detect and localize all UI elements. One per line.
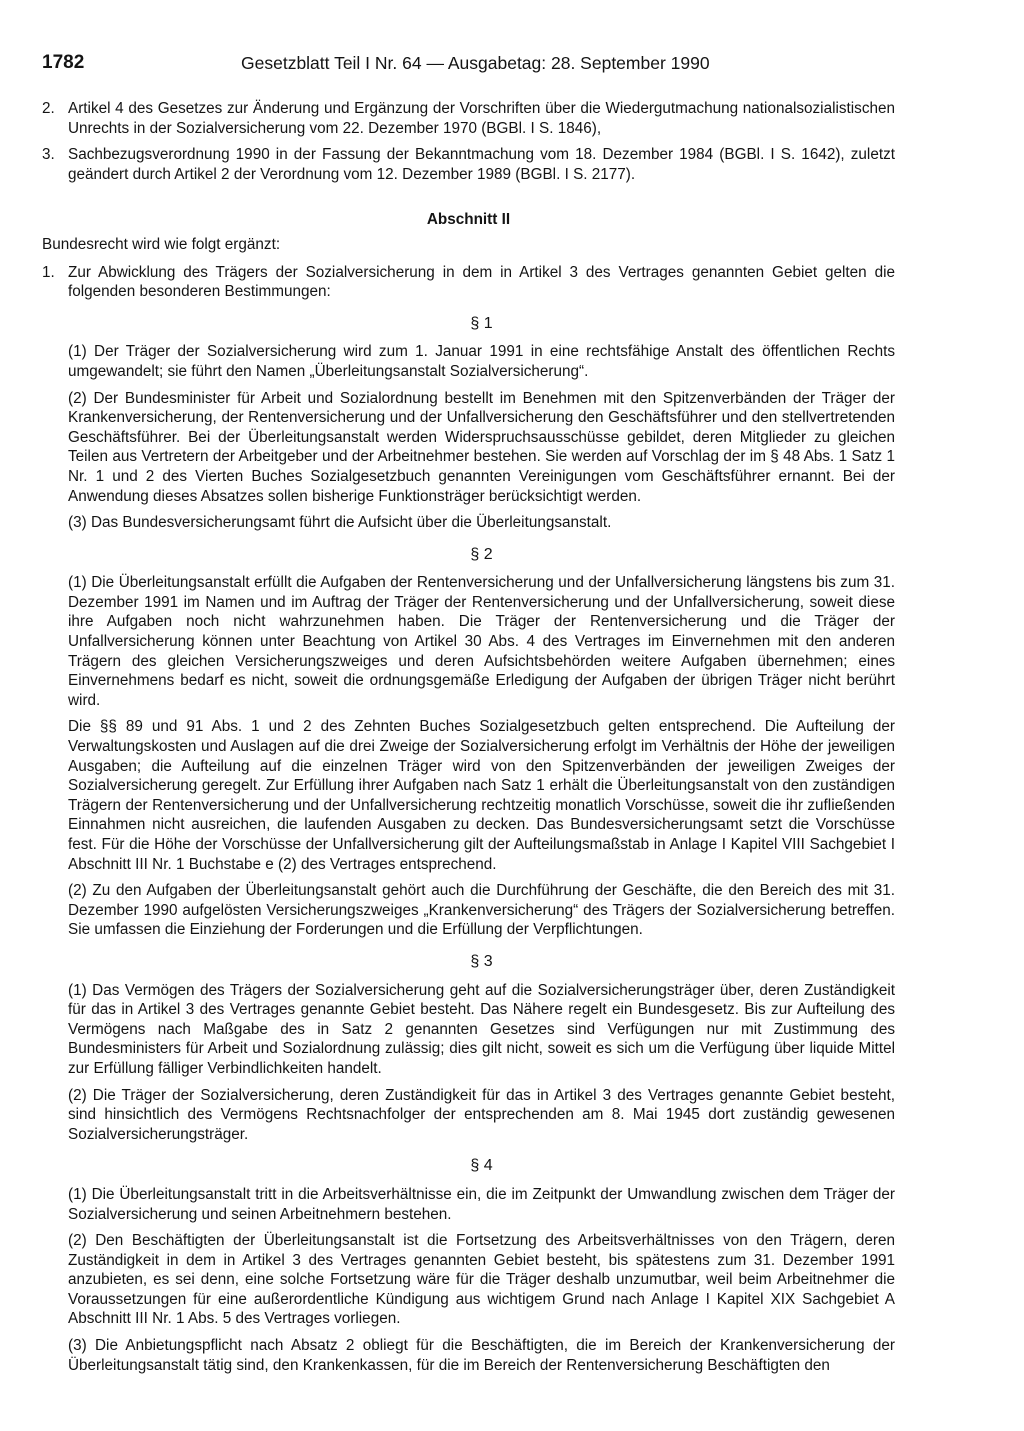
paragraph-text: (3) Das Bundesversicherungsamt führt die Aufsicht über die Überleitungsanstalt. <box>68 514 612 532</box>
page-number: 1782 <box>42 52 85 73</box>
page-body <box>42 99 895 1382</box>
paragraph-sign: § 4 <box>470 1157 493 1175</box>
paragraph-sign: § 1 <box>470 314 493 332</box>
list-number: 2. <box>42 100 55 117</box>
paragraph-sign: § 2 <box>470 545 493 563</box>
list-number: 3. <box>42 146 55 164</box>
section-heading: Abschnitt II <box>426 211 511 229</box>
paragraph-sign: § 3 <box>470 952 493 970</box>
paragraph-text: (2) Zu den Aufgaben der Überleitungsanstalt gehört auch die Durchführung der Geschäfte, die den Bereich des mit 31. Dezember 1990 aufgelösten Versicherungszweiges „Krankenversicherung“ des Trägers der Sozialversicherung betreffen. Sie umfassen die Einziehung der Forderungen und die Erfüllung der Verpflichtungen. <box>68 882 895 939</box>
paragraph-text: (2) Der Bundesminister für Arbeit und Sozialordnung bestellt im Benehmen mit den Spitzenverbänden der Träger der Krankenversicherung, der Rentenversicherung und der Unfallversicherung den Geschäftsführer und den stellvertretenden Geschäftsführer. Bei der Überleitungsanstalt werden Widerspruchsausschüsse gebildet, deren Mitglieder zu gleichen Teilen aus Vertretern der Arbeitgeber und der Arbeitnehmer bestehen. Sie werden auf Vorschlag der im § 48 Abs. 1 Satz 1 Nr. 1 und 2 des Vierten Buches Sozialgesetzbuch genannten Vereinigungen vom Geschäftsführer ernannt. Bei der Anwendung dieses Absatzes sollen bisherige Funktionsträger berücksichtigt werden. <box>68 389 895 505</box>
list-text: Artikel 4 des Gesetzes zur Änderung und Ergänzung der Vorschriften über die Wiedergutmachung nationalsozialistischen Unrechts in der Sozialversicherung vom 22. Dezember 1970 (BGBl. I S. 1846), <box>68 100 895 137</box>
list-item <box>42 263 895 302</box>
paragraph-text: (1) Die Überleitungsanstalt tritt in die Arbeitsverhältnisse ein, die im Zeitpunkt der Umwandlung zwischen dem Träger der Sozialversicherung und seinen Arbeitnehmern bestehen. <box>68 1185 895 1223</box>
paragraph-text: (2) Den Beschäftigten der Überleitungsanstalt ist die Fortsetzung des Arbeitsverhältnisses von den Trägern, deren Zuständigkeit in dem in Artikel 3 des Vertrages genannten Gebiet besteht, bis spätestens zum 31. Dezember 1991 anzubieten, es sei denn, eine solche Fortsetzung wäre für die Träger deshalb unzumutbar, weil beim Arbeitnehmer die Voraussetzungen für eine außerordentliche Kündigung aus wichtigem Grund nach Anlage I Kapitel XIX Sachgebiet A Abschnitt III Nr. 1 Abs. 5 des Vertrages vorliegen. <box>68 1232 895 1328</box>
paragraph-text: (1) Die Überleitungsanstalt erfüllt die Aufgaben der Rentenversicherung und der Unfallversicherung längstens bis zum 31. Dezember 1991 im Namen und im Auftrag der Träger der Rentenversicherung und der Unfallversicherung, soweit diese ihre Aufgaben noch nicht wahrzunehmen haben. Die Träger der Rentenversicherung und die Träger der Unfallversicherung können unter Beachtung von Artikel 30 Abs. 4 des Vertrages im Einvernehmen mit den anderen Trägern des gleichen Versicherungszweiges und deren Aufsichtsbehörden weitere Aufgaben übernehmen; eines Einvernehmens bedarf es nicht, soweit die ordnungsgemäße Erledigung der Aufgaben der übrigen Träger nicht berührt wird. <box>68 574 895 709</box>
provisions <box>68 314 895 1376</box>
list-number: 1. <box>42 263 55 281</box>
section-intro: Bundesrecht wird wie folgt ergänzt: <box>42 235 281 253</box>
paragraph-text: (1) Der Träger der Sozialversicherung wird zum 1. Januar 1991 in eine rechtsfähige Anstalt des öffentlichen Rechts umgewandelt; sie führt den Namen „Überleitungsanstalt Sozialversicherung“. <box>68 343 895 380</box>
paragraph-text: (1) Das Vermögen des Trägers der Sozialversicherung geht auf die Sozialversicherungsträger über, deren Zuständigkeit für das in Artikel 3 des Vertrages genannte Gebiet besteht. Das Nähere regelt ein Bundesgesetz. Bis zur Aufteilung des Vermögens nach Maßgabe des in Satz 2 genannten Gesetzes sind Verfügungen nur mit Zustimmung des Bundesministers für Arbeit und Sozialordnung zulässig; dies gilt nicht, soweit es sich um die Verfügung über liquide Mittel zur Erfüllung fälliger Verbindlichkeiten handelt. <box>68 981 895 1077</box>
list-text: Zur Abwicklung des Trägers der Sozialversicherung in dem in Artikel 3 des Vertrages genannten Gebiet gelten die folgenden besonderen Bestimmungen: <box>68 263 895 301</box>
paragraph-text: (3) Die Anbietungspflicht nach Absatz 2 obliegt für die Beschäftigten, die im Bereich der Krankenversicherung der Überleitungsanstalt tätig sind, den Krankenkassen, für die im Bereich der Rentenversicherung Beschäftigten den <box>68 1337 895 1374</box>
list-text: Sachbezugsverordnung 1990 in der Fassung der Bekanntmachung vom 18. Dezember 1984 (BGBl. I S. 1642), zuletzt geändert durch Artikel 2 der Verordnung vom 12. Dezember 1989 (BGBl. I S. 2177). <box>68 146 895 183</box>
header-title: Gesetzblatt Teil I Nr. 64 — Ausgabetag: 28. September 1990 <box>241 53 710 73</box>
list-item <box>42 145 895 184</box>
list-item <box>42 99 895 138</box>
paragraph-text: (2) Die Träger der Sozialversicherung, deren Zuständigkeit für das in Artikel 3 des Vertrages genannte Gebiet besteht, sind hinsichtlich des Vermögens Rechtsnachfolger der entsprechenden am 8. Mai 1945 dort zuständig gewesenen Sozialversicherungsträger. <box>68 1086 895 1143</box>
paragraph-text: Die §§ 89 und 91 Abs. 1 und 2 des Zehnten Buches Sozialgesetzbuch gelten entsprechend. Die Aufteilung der Verwaltungskosten und Auslagen auf die drei Zweige der Sozialversicherung erfolgt im Verhältnis der Höhe der jeweiligen Ausgaben; die Aufteilung auf die einzelnen Träger wird von den Spitzenverbänden der jeweiligen Zweiges der Sozialversicherung geregelt. Zur Erfüllung ihrer Aufgaben nach Satz 1 erhält die Überleitungsanstalt von den zuständigen Trägern der Rentenversicherung und der Unfallversicherung rechtzeitig monatlich Vorschüsse, soweit die ihr zufließenden Einnahmen nicht ausreichen, die laufenden Ausgaben zu decken. Das Bundesversicherungsamt setzt die Vorschüsse fest. Für die Höhe der Vorschüsse der Unfallversicherung gilt der Aufteilungsmaßstab in Anlage I Kapitel VIII Sachgebiet I Abschnitt III Nr. 1 Buchstabe e (2) des Vertrages entsprechend. <box>68 718 895 873</box>
page-header <box>42 52 902 80</box>
